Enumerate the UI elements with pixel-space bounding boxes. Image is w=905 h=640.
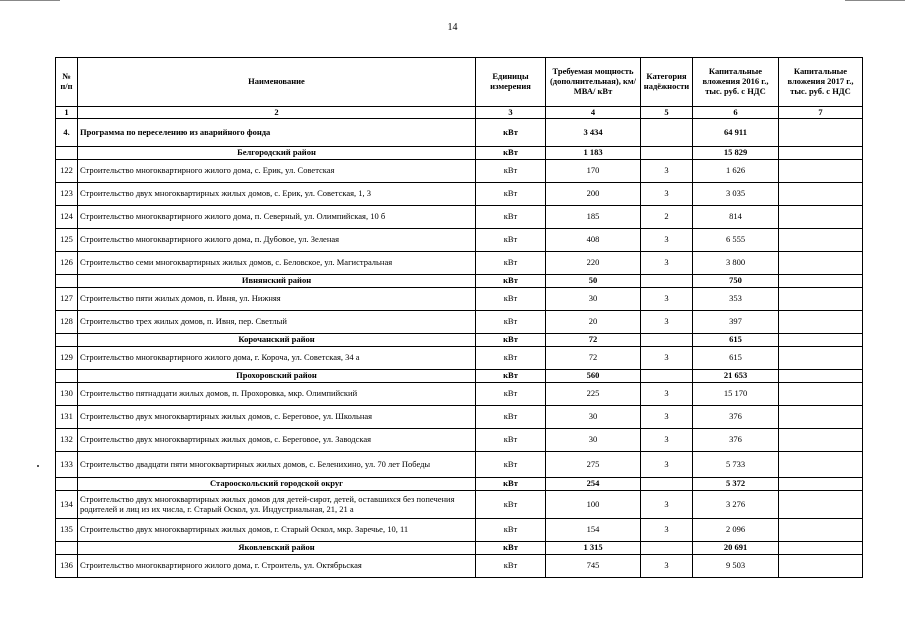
row-power: 100 bbox=[546, 491, 641, 519]
row-number: 126 bbox=[56, 252, 78, 275]
row-power: 745 bbox=[546, 555, 641, 578]
table-row bbox=[56, 347, 863, 370]
district-row bbox=[56, 147, 863, 160]
district-row bbox=[56, 334, 863, 347]
row-capex-2017 bbox=[779, 429, 863, 452]
row-capex-2016: 15 829 bbox=[693, 147, 779, 160]
row-power: 1 315 bbox=[546, 542, 641, 555]
row-capex-2017 bbox=[779, 406, 863, 429]
row-name: Строительство трех жилых домов, п. Ивня, пер. Светлый bbox=[78, 311, 476, 334]
table-row bbox=[56, 252, 863, 275]
column-number-row bbox=[56, 107, 863, 119]
row-capex-2017 bbox=[779, 452, 863, 478]
row-capex-2016: 615 bbox=[693, 334, 779, 347]
row-unit: кВт bbox=[476, 347, 546, 370]
row-unit: кВт bbox=[476, 519, 546, 542]
row-number bbox=[56, 334, 78, 347]
row-power: 1 183 bbox=[546, 147, 641, 160]
row-capex-2017 bbox=[779, 119, 863, 147]
row-capex-2016: 3 276 bbox=[693, 491, 779, 519]
row-category: 3 bbox=[641, 452, 693, 478]
row-capex-2017 bbox=[779, 491, 863, 519]
row-category: 3 bbox=[641, 406, 693, 429]
row-category: 3 bbox=[641, 347, 693, 370]
row-unit: кВт bbox=[476, 147, 546, 160]
page-number: 14 bbox=[447, 22, 458, 33]
district-row bbox=[56, 275, 863, 288]
row-power: 30 bbox=[546, 406, 641, 429]
row-capex-2017 bbox=[779, 147, 863, 160]
top-left-crop-mark bbox=[0, 0, 60, 3]
row-number bbox=[56, 275, 78, 288]
row-category bbox=[641, 334, 693, 347]
header-capex-2016: Капитальные вложения 2016 г., тыс. руб. с НДС bbox=[693, 58, 779, 107]
header-row bbox=[56, 58, 863, 107]
row-power: 275 bbox=[546, 452, 641, 478]
column-number: 7 bbox=[779, 107, 863, 119]
header-power: Требуемая мощность (дополнительная), км/ МВА/ кВт bbox=[546, 58, 641, 107]
row-category: 3 bbox=[641, 555, 693, 578]
row-capex-2016: 20 691 bbox=[693, 542, 779, 555]
row-category: 3 bbox=[641, 519, 693, 542]
row-capex-2016: 9 503 bbox=[693, 555, 779, 578]
row-capex-2016: 353 bbox=[693, 288, 779, 311]
row-number: 132 bbox=[56, 429, 78, 452]
row-category bbox=[641, 147, 693, 160]
column-number: 2 bbox=[78, 107, 476, 119]
table-row bbox=[56, 519, 863, 542]
row-unit: кВт bbox=[476, 252, 546, 275]
row-power: 200 bbox=[546, 183, 641, 206]
row-unit: кВт bbox=[476, 542, 546, 555]
row-power: 20 bbox=[546, 311, 641, 334]
row-category: 3 bbox=[641, 383, 693, 406]
row-name: Строительство многоквартирного жилого дома, г. Короча, ул. Советская, 34 а bbox=[78, 347, 476, 370]
scan-dot bbox=[37, 465, 39, 467]
row-capex-2017 bbox=[779, 252, 863, 275]
table-row bbox=[56, 406, 863, 429]
row-unit: кВт bbox=[476, 206, 546, 229]
row-category bbox=[641, 275, 693, 288]
row-unit: кВт bbox=[476, 288, 546, 311]
row-category bbox=[641, 119, 693, 147]
row-capex-2016: 3 035 bbox=[693, 183, 779, 206]
table-row bbox=[56, 555, 863, 578]
district-row bbox=[56, 370, 863, 383]
row-unit: кВт bbox=[476, 183, 546, 206]
table-row bbox=[56, 383, 863, 406]
row-capex-2016: 376 bbox=[693, 429, 779, 452]
row-power: 185 bbox=[546, 206, 641, 229]
row-power: 254 bbox=[546, 478, 641, 491]
row-name: Программа по переселению из аварийного фонда bbox=[78, 119, 476, 147]
row-number: 136 bbox=[56, 555, 78, 578]
row-capex-2017 bbox=[779, 383, 863, 406]
row-category: 3 bbox=[641, 183, 693, 206]
row-category: 3 bbox=[641, 252, 693, 275]
row-unit: кВт bbox=[476, 311, 546, 334]
row-unit: кВт bbox=[476, 229, 546, 252]
row-capex-2016: 376 bbox=[693, 406, 779, 429]
row-unit: кВт bbox=[476, 478, 546, 491]
row-number: 123 bbox=[56, 183, 78, 206]
row-name: Прохоровский район bbox=[78, 370, 476, 383]
header-name: Наименование bbox=[78, 58, 476, 107]
row-capex-2016: 3 800 bbox=[693, 252, 779, 275]
row-power: 72 bbox=[546, 334, 641, 347]
top-right-crop-mark bbox=[845, 0, 905, 3]
row-power: 30 bbox=[546, 288, 641, 311]
row-capex-2017 bbox=[779, 555, 863, 578]
row-category: 2 bbox=[641, 206, 693, 229]
row-unit: кВт bbox=[476, 383, 546, 406]
row-power: 72 bbox=[546, 347, 641, 370]
row-power: 225 bbox=[546, 383, 641, 406]
row-capex-2017 bbox=[779, 542, 863, 555]
row-name: Старооскольский городской округ bbox=[78, 478, 476, 491]
row-power: 3 434 bbox=[546, 119, 641, 147]
row-name: Строительство многоквартирного жилого дома, г. Строитель, ул. Октябрьская bbox=[78, 555, 476, 578]
row-name: Строительство пяти жилых домов, п. Ивня, ул. Нижняя bbox=[78, 288, 476, 311]
column-number: 1 bbox=[56, 107, 78, 119]
row-name: Строительство двух многоквартирных жилых домов для детей-сирот, детей, оставшихся без попечения родителей и лиц из их числа, г. Старый Оскол, ул. Индустриальная, 21, 21 а bbox=[78, 491, 476, 519]
table-row bbox=[56, 288, 863, 311]
row-number: 122 bbox=[56, 160, 78, 183]
row-capex-2016: 15 170 bbox=[693, 383, 779, 406]
row-number: 134 bbox=[56, 491, 78, 519]
row-name: Строительство двух многоквартирных жилых домов, г. Старый Оскол, мкр. Заречье, 10, 11 bbox=[78, 519, 476, 542]
row-name: Яковлевский район bbox=[78, 542, 476, 555]
row-category bbox=[641, 370, 693, 383]
row-number: 127 bbox=[56, 288, 78, 311]
column-number: 4 bbox=[546, 107, 641, 119]
row-number: 131 bbox=[56, 406, 78, 429]
row-capex-2016: 2 096 bbox=[693, 519, 779, 542]
row-name: Строительство двух многоквартирных жилых домов, с. Береговое, ул. Школьная bbox=[78, 406, 476, 429]
row-number: 129 bbox=[56, 347, 78, 370]
row-name: Строительство семи многоквартирных жилых домов, с. Беловское, ул. Магистральная bbox=[78, 252, 476, 275]
row-category bbox=[641, 478, 693, 491]
row-number: 124 bbox=[56, 206, 78, 229]
row-name: Строительство многоквартирного жилого дома, с. Ерик, ул. Советская bbox=[78, 160, 476, 183]
row-capex-2017 bbox=[779, 183, 863, 206]
row-name: Ивнянский район bbox=[78, 275, 476, 288]
row-capex-2017 bbox=[779, 206, 863, 229]
row-unit: кВт bbox=[476, 119, 546, 147]
row-capex-2017 bbox=[779, 334, 863, 347]
row-capex-2016: 615 bbox=[693, 347, 779, 370]
row-capex-2016: 397 bbox=[693, 311, 779, 334]
row-capex-2017 bbox=[779, 478, 863, 491]
row-capex-2017 bbox=[779, 519, 863, 542]
row-number: 128 bbox=[56, 311, 78, 334]
row-category: 3 bbox=[641, 311, 693, 334]
row-category: 3 bbox=[641, 429, 693, 452]
row-number bbox=[56, 542, 78, 555]
table-row bbox=[56, 429, 863, 452]
row-unit: кВт bbox=[476, 491, 546, 519]
row-power: 154 bbox=[546, 519, 641, 542]
row-number: 135 bbox=[56, 519, 78, 542]
row-number: 130 bbox=[56, 383, 78, 406]
column-number: 5 bbox=[641, 107, 693, 119]
header-unit: Единицы измерения bbox=[476, 58, 546, 107]
row-capex-2016: 64 911 bbox=[693, 119, 779, 147]
header-category: Категория надёжности bbox=[641, 58, 693, 107]
investment-table bbox=[55, 57, 863, 578]
table-row bbox=[56, 229, 863, 252]
row-capex-2016: 5 733 bbox=[693, 452, 779, 478]
row-unit: кВт bbox=[476, 429, 546, 452]
row-category: 3 bbox=[641, 288, 693, 311]
row-name: Корочанский район bbox=[78, 334, 476, 347]
row-capex-2016: 6 555 bbox=[693, 229, 779, 252]
district-row bbox=[56, 478, 863, 491]
row-capex-2016: 750 bbox=[693, 275, 779, 288]
row-name: Белгородский район bbox=[78, 147, 476, 160]
row-unit: кВт bbox=[476, 406, 546, 429]
row-number bbox=[56, 370, 78, 383]
row-category: 3 bbox=[641, 229, 693, 252]
row-name: Строительство двух многоквартирных жилых домов, с. Ерик, ул. Советская, 1, 3 bbox=[78, 183, 476, 206]
table-body bbox=[56, 119, 863, 578]
row-name: Строительство пятнадцати жилых домов, п. Прохоровка, мкр. Олимпийский bbox=[78, 383, 476, 406]
row-power: 50 bbox=[546, 275, 641, 288]
table-row bbox=[56, 183, 863, 206]
row-category: 3 bbox=[641, 491, 693, 519]
row-power: 30 bbox=[546, 429, 641, 452]
row-unit: кВт bbox=[476, 370, 546, 383]
row-capex-2016: 21 653 bbox=[693, 370, 779, 383]
table-row bbox=[56, 311, 863, 334]
row-unit: кВт bbox=[476, 555, 546, 578]
column-number: 3 bbox=[476, 107, 546, 119]
row-number bbox=[56, 478, 78, 491]
row-unit: кВт bbox=[476, 275, 546, 288]
row-number: 125 bbox=[56, 229, 78, 252]
header-num: № п/п bbox=[56, 58, 78, 107]
row-name: Строительство двадцати пяти многоквартирных жилых домов, с. Беленихино, ул. 70 лет Победы bbox=[78, 452, 476, 478]
row-power: 170 bbox=[546, 160, 641, 183]
row-capex-2016: 5 372 bbox=[693, 478, 779, 491]
row-unit: кВт bbox=[476, 452, 546, 478]
district-row bbox=[56, 542, 863, 555]
row-capex-2017 bbox=[779, 370, 863, 383]
header-capex-2017: Капитальные вложения 2017 г., тыс. руб. с НДС bbox=[779, 58, 863, 107]
row-power: 220 bbox=[546, 252, 641, 275]
column-number: 6 bbox=[693, 107, 779, 119]
row-name: Строительство двух многоквартирных жилых домов, с. Береговое, ул. Заводская bbox=[78, 429, 476, 452]
row-category bbox=[641, 542, 693, 555]
row-number bbox=[56, 147, 78, 160]
row-category: 3 bbox=[641, 160, 693, 183]
table-row bbox=[56, 160, 863, 183]
table-row bbox=[56, 452, 863, 478]
row-capex-2017 bbox=[779, 229, 863, 252]
row-number: 4. bbox=[56, 119, 78, 147]
table-row bbox=[56, 491, 863, 519]
row-capex-2017 bbox=[779, 275, 863, 288]
row-unit: кВт bbox=[476, 334, 546, 347]
row-capex-2017 bbox=[779, 311, 863, 334]
table-row bbox=[56, 206, 863, 229]
row-capex-2017 bbox=[779, 160, 863, 183]
row-unit: кВт bbox=[476, 160, 546, 183]
row-capex-2016: 1 626 bbox=[693, 160, 779, 183]
row-capex-2017 bbox=[779, 288, 863, 311]
row-power: 560 bbox=[546, 370, 641, 383]
row-power: 408 bbox=[546, 229, 641, 252]
row-name: Строительство многоквартирного жилого дома, п. Дубовое, ул. Зеленая bbox=[78, 229, 476, 252]
row-capex-2017 bbox=[779, 347, 863, 370]
table-row bbox=[56, 119, 863, 147]
row-capex-2016: 814 bbox=[693, 206, 779, 229]
row-name: Строительство многоквартирного жилого дома, п. Северный, ул. Олимпийская, 10 б bbox=[78, 206, 476, 229]
row-number: 133 bbox=[56, 452, 78, 478]
